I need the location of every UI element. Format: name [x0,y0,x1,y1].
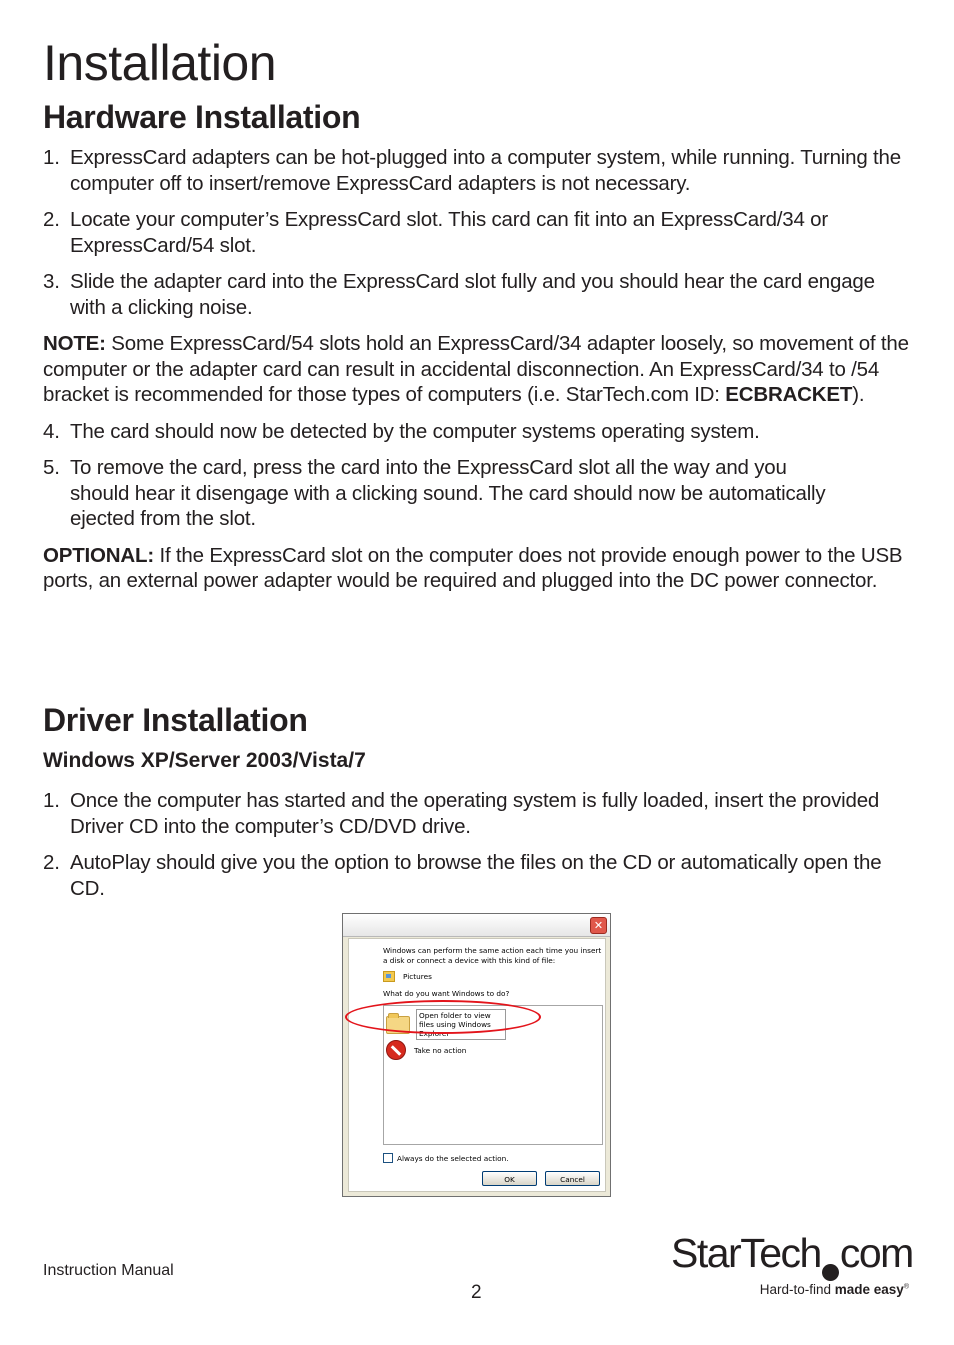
dialog-description: Windows can perform the same action each time you insert a disk or connect a device with this kind of file: [383,946,602,965]
page-number: 2 [471,1282,482,1303]
highlight-circle [345,1000,541,1034]
step-text: Slide the adapter card into the ExpressCard slot fully and you should hear the card engage with a clicking noise. [70,270,875,319]
step-number: 2. [43,208,60,231]
step-number: 1. [43,146,60,169]
list-item [43,455,911,532]
logo-dot-icon [822,1264,839,1281]
no-action-icon [386,1040,406,1060]
list-item [43,419,911,445]
pictures-icon [383,971,395,982]
step-number: 3. [43,270,60,293]
step-number: 2. [43,851,60,874]
tagline-regular: Hard-to-find [759,1282,835,1297]
startech-logo [671,1230,911,1310]
note-tail: ). [852,383,865,406]
close-icon[interactable]: ✕ [590,917,607,934]
optional-label: OPTIONAL: [43,543,154,567]
step-text: The card should now be detected by the computer systems operating system. [70,419,760,443]
optional-text: If the ExpressCard slot on the computer does not provide enough power to the USB ports, an external power adapter would be required and plugged into the DC power connector. [43,543,903,592]
file-type-label: Pictures [403,972,432,981]
take-no-action-option[interactable] [386,1040,466,1060]
list-item [43,145,911,196]
take-no-action-label: Take no action [414,1045,467,1055]
step-text: ExpressCard adapters can be hot-plugged into a computer system, while running. Turning the computer off to insert/remove ExpressCard adapters is not necessary. [70,146,901,195]
step-number: 5. [43,456,60,479]
logo-right: com [839,1230,913,1276]
list-item [43,788,911,839]
list-item [43,269,911,320]
step-text: AutoPlay should give you the option to browse the files on the CD or automatically open the CD. [70,851,882,900]
list-item [43,850,911,901]
step-text: To remove the card, press the card into the ExpressCard slot all the way and you should hear it disengage with a clicking sound. The card should now be automatically ejected from the slot. [70,456,826,530]
step-text: Once the computer has started and the operating system is fully loaded, insert the provided Driver CD into the computer’s CD/DVD drive. [70,789,880,838]
logo-left: StarTech [671,1230,821,1276]
hardware-heading: Hardware Installation [43,99,361,135]
file-type-row [383,971,432,982]
driver-heading: Driver Installation [43,702,308,738]
always-checkbox[interactable] [383,1153,393,1163]
page-title: Installation [43,35,277,91]
driver-steps [43,788,911,901]
open-folder-label: Open folder to view files using Windows Explorer [416,1009,506,1040]
list-item [43,207,911,258]
hardware-steps [43,145,911,594]
ok-button[interactable]: OK [482,1171,537,1186]
note-text: Some ExpressCard/54 slots hold an ExpressCard/34 adapter loosely, so movement of the computer or the adapter card can result in accidental disconnection. An ExpressCard/34 to /54 bracket is recommended for those types of computers (i.e. StarTech.com ID: [43,332,909,406]
note-label: NOTE: [43,332,106,355]
always-checkbox-row[interactable] [383,1153,509,1163]
always-checkbox-label: Always do the selected action. [397,1153,509,1163]
logo-tagline [760,1282,909,1297]
autoplay-dialog-screenshot [342,913,611,1197]
note-paragraph [43,331,911,408]
dialog-titlebar [343,914,610,937]
dialog-question: What do you want Windows to do? [383,989,510,998]
step-number: 1. [43,789,60,812]
note-product-id: ECBRACKET [725,383,853,406]
footer-manual-label: Instruction Manual [43,1262,174,1279]
step-text: Locate your computer’s ExpressCard slot. This card can fit into an ExpressCard/34 or ExpressCard/54 slot. [70,208,829,257]
tagline-bold: made easy [834,1282,904,1297]
tagline-mark: ® [903,1283,909,1291]
step-number: 4. [43,419,60,443]
dialog-body [348,938,606,1192]
cancel-button[interactable]: Cancel [545,1171,600,1186]
os-subheading: Windows XP/Server 2003/Vista/7 [43,749,366,772]
logo-wordmark [671,1230,913,1281]
optional-paragraph [43,543,911,594]
